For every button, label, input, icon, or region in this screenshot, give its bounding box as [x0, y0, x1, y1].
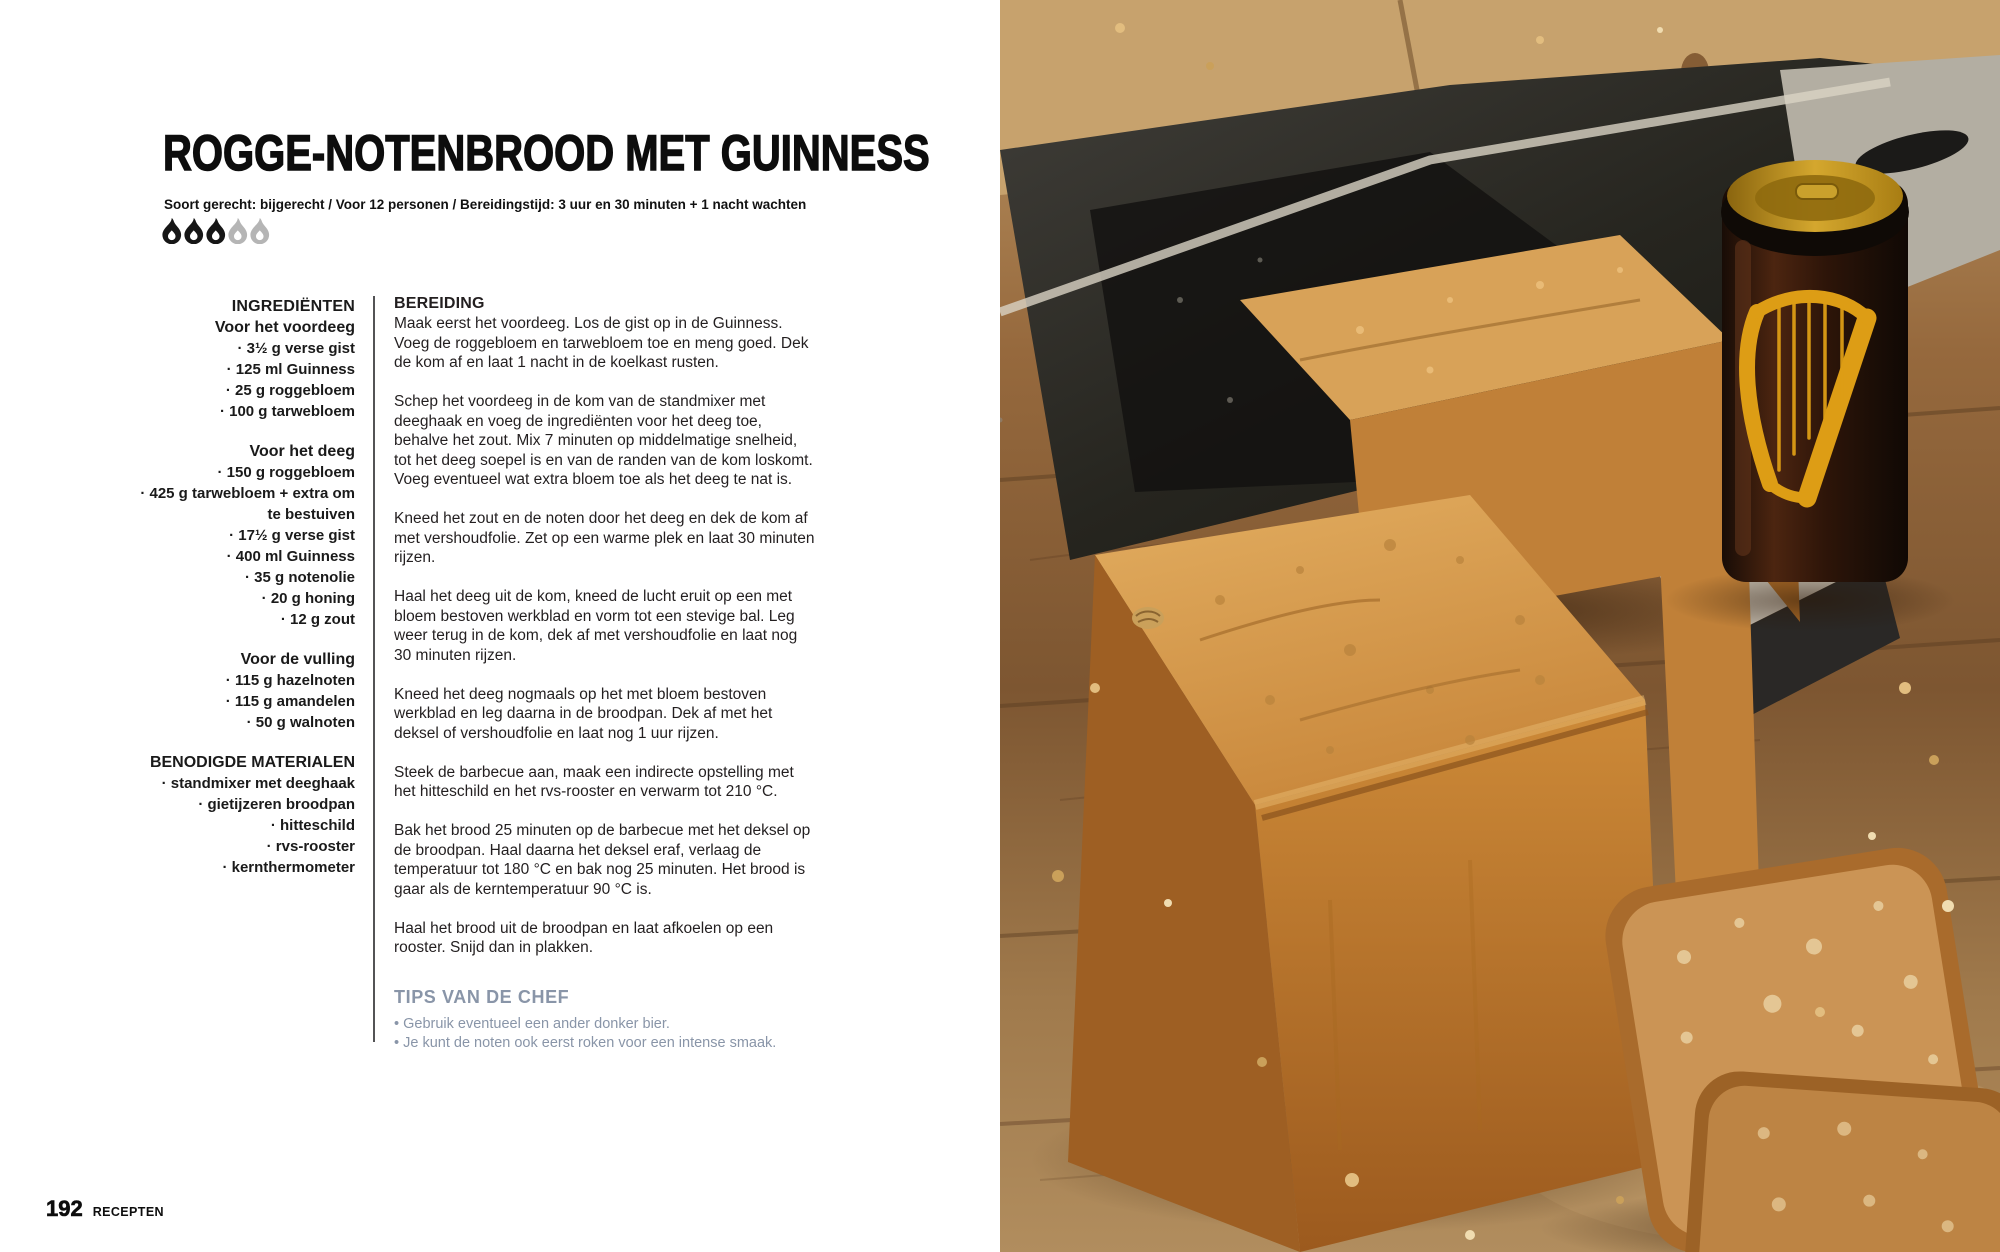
ingredient-group	[140, 649, 355, 733]
ingredient-item: · 17½ g verse gist	[229, 527, 355, 544]
preparation-paragraph: Bak het brood 25 minuten op de barbecue met het deksel op de broodpan. Haal daarna het deksel eraf, verlaag de temperatuur tot 180 °C en bak nog 25 minuten. Het brood is gaar als de kerntemperatuur 90 °C is.	[394, 822, 811, 898]
page-title: ROGGE-NOTENBROOD MET GUINNESS	[163, 125, 930, 181]
ingredients-heading: INGREDIËNTEN	[231, 298, 355, 315]
ingredient-item: · 150 g roggebloem	[217, 464, 355, 481]
preparation-paragraph: Haal het brood uit de broodpan en laat afkoelen op een rooster. Snijd dan in plakken.	[394, 919, 774, 956]
ingredient-group-title: Voor de vulling	[240, 651, 355, 668]
flame-filled-icon	[183, 218, 204, 244]
flame-filled-icon	[205, 218, 226, 244]
difficulty-flames	[161, 218, 270, 244]
walnut-piece	[1132, 607, 1164, 629]
recipe-photo	[1000, 0, 2000, 1252]
flame-filled-icon	[161, 218, 182, 244]
ingredient-item: · rvs-rooster	[266, 838, 355, 855]
ingredient-items	[140, 462, 355, 630]
ingredient-groups	[140, 317, 355, 878]
ingredient-item: · 25 g roggebloem	[225, 382, 355, 399]
ingredients-column	[140, 296, 355, 878]
preparation-paragraph: Kneed het deeg nogmaals op het met bloem bestoven werkblad en leg daarna in de broodpan. Dek af met het deksel of vershoudfolie en laat nog 1 uur rijzen.	[394, 685, 773, 742]
ingredient-group-title: BENODIGDE MATERIALEN	[149, 754, 355, 771]
ingredient-items	[140, 773, 355, 878]
flame-empty-icon	[249, 218, 270, 244]
ingredient-item: · hitteschild	[270, 817, 355, 834]
ingredient-item: · 100 g tarwebloem	[219, 403, 355, 420]
tips-list	[394, 1015, 816, 1053]
page-number: 192	[46, 1196, 83, 1221]
preparation-paragraph: Steek de barbecue aan, maak een indirecte opstelling met het hitteschild en het rvs-rooster en verwarm tot 210 °C.	[394, 763, 794, 800]
ingredient-item: · gietijzeren broodpan	[198, 796, 355, 813]
ingredient-item: · 35 g notenolie	[244, 569, 355, 586]
preparation-paragraph: Haal het deeg uit de kom, kneed de lucht eruit op een met bloem bestoven werkblad en vorm tot een stevige bal. Leg weer terug in de kom, dek af met vershoudfolie en laat nog 30 minuten rijzen.	[394, 588, 798, 664]
page-footer	[46, 1196, 164, 1222]
ingredient-group	[140, 752, 355, 878]
ingredient-item: · kernthermometer	[222, 859, 355, 876]
preparation-paragraph: Schep het voordeeg in de kom van de standmixer met deeghaak en voeg de ingrediënten voor het deeg toe, behalve het zout. Mix 7 minuten op middelmatige snelheid, tot het deeg soepel is en van de randen van de kom loskomt. Voeg eventueel wat extra bloem toe als het deeg te nat is.	[394, 393, 813, 488]
ingredient-group	[140, 441, 355, 630]
tips-block	[394, 988, 816, 1054]
flame-empty-icon	[227, 218, 248, 244]
tip-item: • Je kunt de noten ook eerst roken voor een intense smaak.	[394, 1034, 816, 1053]
ingredient-item: · 20 g honing	[261, 590, 355, 607]
ingredient-item: · 12 g zout	[280, 611, 355, 628]
preparation-paragraph: Kneed het zout en de noten door het deeg en dek de kom af met vershoudfolie. Zet op een warme plek en laat 30 minuten rijzen.	[394, 510, 815, 566]
ingredient-item: · 50 g walnoten	[246, 714, 355, 731]
preparation-paragraphs	[394, 314, 816, 958]
preparation-column	[394, 293, 816, 1053]
tips-heading: TIPS VAN DE CHEF	[394, 986, 570, 1007]
ingredient-group	[140, 317, 355, 422]
ingredient-item: · standmixer met deeghaak	[161, 775, 355, 792]
ingredient-item: · 125 ml Guinness	[226, 361, 355, 378]
preparation-paragraph: Maak eerst het voordeeg. Los de gist op in de Guinness. Voeg de roggebloem en tarwebloem toe en meng goed. Dek de kom af en laat 1 nacht in de koelkast rusten.	[394, 315, 809, 371]
ingredient-item: · 3½ g verse gist	[237, 340, 355, 357]
column-divider	[373, 296, 375, 1042]
tip-item: • Gebruik eventueel een ander donker bier.	[394, 1015, 816, 1034]
section-label: RECEPTEN	[92, 1205, 164, 1219]
ingredient-item: · 425 g tarwebloem + extra om te bestuiven	[140, 485, 355, 523]
ingredient-items	[140, 670, 355, 733]
recipe-meta: Soort gerecht: bijgerecht / Voor 12 personen / Bereidingstijd: 3 uur en 30 minuten + 1 nacht wachten	[164, 197, 807, 212]
ingredient-item: · 115 g hazelnoten	[225, 672, 355, 689]
ingredient-item: · 115 g amandelen	[225, 693, 355, 710]
ingredient-items	[140, 338, 355, 422]
ingredient-item: · 400 ml Guinness	[226, 548, 355, 565]
ingredient-group-title: Voor het voordeeg	[214, 319, 355, 336]
preparation-heading: BEREIDING	[394, 295, 485, 312]
ingredient-group-title: Voor het deeg	[249, 443, 355, 460]
